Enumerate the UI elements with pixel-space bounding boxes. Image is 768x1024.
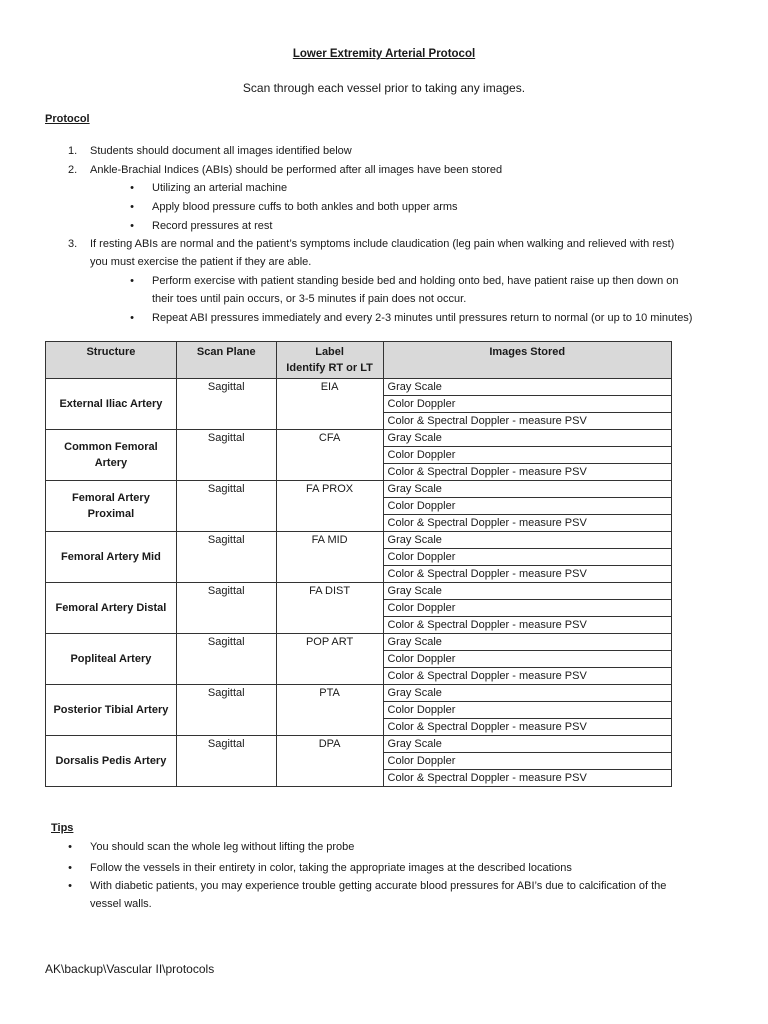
table-body xyxy=(46,379,672,787)
tip-text: You should scan the whole leg without lifting the probe xyxy=(90,841,355,853)
table-row xyxy=(46,634,672,651)
header-images-stored: Images Stored xyxy=(383,342,671,379)
label-cell: EIA xyxy=(276,379,383,430)
structure-cell: Femoral Artery Proximal xyxy=(46,481,177,532)
scan-plane-cell: Sagittal xyxy=(176,685,276,736)
structure-cell: Femoral Artery Distal xyxy=(46,583,177,634)
image-stored-cell: Color Doppler xyxy=(383,651,671,668)
protocol-item-3-continued: you must exercise the patient if they are able. xyxy=(90,256,312,268)
scan-plane-cell: Sagittal xyxy=(176,634,276,685)
table-row xyxy=(46,379,672,396)
table-row xyxy=(46,430,672,447)
header-label-line2: Identify RT or LT xyxy=(286,362,373,374)
tip-text-continued: vessel walls. xyxy=(90,898,152,910)
label-cell: CFA xyxy=(276,430,383,481)
image-stored-cell: Gray Scale xyxy=(383,685,671,702)
image-stored-cell: Color & Spectral Doppler - measure PSV xyxy=(383,719,671,736)
image-stored-cell: Color & Spectral Doppler - measure PSV xyxy=(383,566,671,583)
bullet-glyph: • xyxy=(130,220,134,232)
table-row xyxy=(46,736,672,753)
table-row xyxy=(46,481,672,498)
header-structure: Structure xyxy=(46,342,177,379)
image-stored-cell: Gray Scale xyxy=(383,430,671,447)
image-stored-cell: Gray Scale xyxy=(383,736,671,753)
image-stored-cell: Color & Spectral Doppler - measure PSV xyxy=(383,668,671,685)
structure-cell: Posterior Tibial Artery xyxy=(46,685,177,736)
label-cell: FA PROX xyxy=(276,481,383,532)
sub-bullet-text: Utilizing an arterial machine xyxy=(152,182,288,194)
image-stored-cell: Color Doppler xyxy=(383,702,671,719)
document-subtitle: Scan through each vessel prior to taking any images. xyxy=(242,81,526,95)
sub-bullet-text: Apply blood pressure cuffs to both ankles and both upper arms xyxy=(152,201,458,213)
item-text: Students should document all images identified below xyxy=(90,145,352,157)
header-label-line1: Label xyxy=(315,346,344,358)
image-stored-cell: Color & Spectral Doppler - measure PSV xyxy=(383,464,671,481)
image-stored-cell: Gray Scale xyxy=(383,532,671,549)
image-stored-cell: Color Doppler xyxy=(383,447,671,464)
item-number: 1. xyxy=(68,145,78,157)
image-stored-cell: Color & Spectral Doppler - measure PSV xyxy=(383,617,671,634)
sub-bullet-text: Record pressures at rest xyxy=(152,220,273,232)
sub-bullet-text: Repeat ABI pressures immediately and every 2-3 minutes until pressures return to normal (or up to 10 minutes) xyxy=(152,312,693,324)
scan-plane-cell: Sagittal xyxy=(176,430,276,481)
label-cell: POP ART xyxy=(276,634,383,685)
sub-bullet-continued: their toes until pain occurs, or 3-5 minutes if pain does not occur. xyxy=(152,293,467,305)
structure-cell: External Iliac Artery xyxy=(46,379,177,430)
tips-heading: Tips xyxy=(51,822,74,834)
item-text: If resting ABIs are normal and the patient’s symptoms include claudication (leg pain when walking and relieved with rest) xyxy=(90,238,675,250)
protocol-table xyxy=(45,341,672,787)
image-stored-cell: Color & Spectral Doppler - measure PSV xyxy=(383,515,671,532)
document-title: Lower Extremity Arterial Protocol xyxy=(292,48,476,60)
table-row xyxy=(46,583,672,600)
label-cell: FA DIST xyxy=(276,583,383,634)
bullet-glyph: • xyxy=(68,862,72,874)
item-number: 3. xyxy=(68,238,78,250)
structure-cell: Dorsalis Pedis Artery xyxy=(46,736,177,787)
item-text: Ankle-Brachial Indices (ABIs) should be performed after all images have been stored xyxy=(90,164,503,176)
image-stored-cell: Color Doppler xyxy=(383,549,671,566)
tip-text: With diabetic patients, you may experience trouble getting accurate blood pressures for ABI’s due to calcification of the xyxy=(90,880,667,892)
image-stored-cell: Color Doppler xyxy=(383,498,671,515)
image-stored-cell: Color Doppler xyxy=(383,753,671,770)
image-stored-cell: Color & Spectral Doppler - measure PSV xyxy=(383,770,671,787)
protocol-heading: Protocol xyxy=(45,113,90,125)
bullet-glyph: • xyxy=(130,312,134,324)
image-stored-cell: Gray Scale xyxy=(383,634,671,651)
label-cell: FA MID xyxy=(276,532,383,583)
image-stored-cell: Gray Scale xyxy=(383,583,671,600)
footer-path: AK\backup\Vascular II\protocols xyxy=(45,962,215,976)
image-stored-cell: Gray Scale xyxy=(383,379,671,396)
scan-plane-cell: Sagittal xyxy=(176,379,276,430)
scan-plane-cell: Sagittal xyxy=(176,532,276,583)
image-stored-cell: Color Doppler xyxy=(383,396,671,413)
image-stored-cell: Color Doppler xyxy=(383,600,671,617)
header-label xyxy=(276,342,383,379)
label-cell: DPA xyxy=(276,736,383,787)
bullet-glyph: • xyxy=(68,841,72,853)
bullet-glyph: • xyxy=(130,275,134,287)
bullet-glyph: • xyxy=(68,880,72,892)
scan-plane-cell: Sagittal xyxy=(176,481,276,532)
table-header-row xyxy=(46,342,672,379)
image-stored-cell: Color & Spectral Doppler - measure PSV xyxy=(383,413,671,430)
item-number: 2. xyxy=(68,164,78,176)
image-stored-cell: Gray Scale xyxy=(383,481,671,498)
sub-bullet-text: Perform exercise with patient standing beside bed and holding onto bed, have patient raise up then down on xyxy=(152,275,679,287)
bullet-glyph: • xyxy=(130,201,134,213)
table-row xyxy=(46,532,672,549)
header-scan-plane: Scan Plane xyxy=(176,342,276,379)
structure-cell: Popliteal Artery xyxy=(46,634,177,685)
structure-cell: Femoral Artery Mid xyxy=(46,532,177,583)
table-row xyxy=(46,685,672,702)
scan-plane-cell: Sagittal xyxy=(176,583,276,634)
label-cell: PTA xyxy=(276,685,383,736)
bullet-glyph: • xyxy=(130,182,134,194)
tip-text: Follow the vessels in their entirety in color, taking the appropriate images at the described locations xyxy=(90,862,572,874)
scan-plane-cell: Sagittal xyxy=(176,736,276,787)
structure-cell: Common Femoral Artery xyxy=(46,430,177,481)
